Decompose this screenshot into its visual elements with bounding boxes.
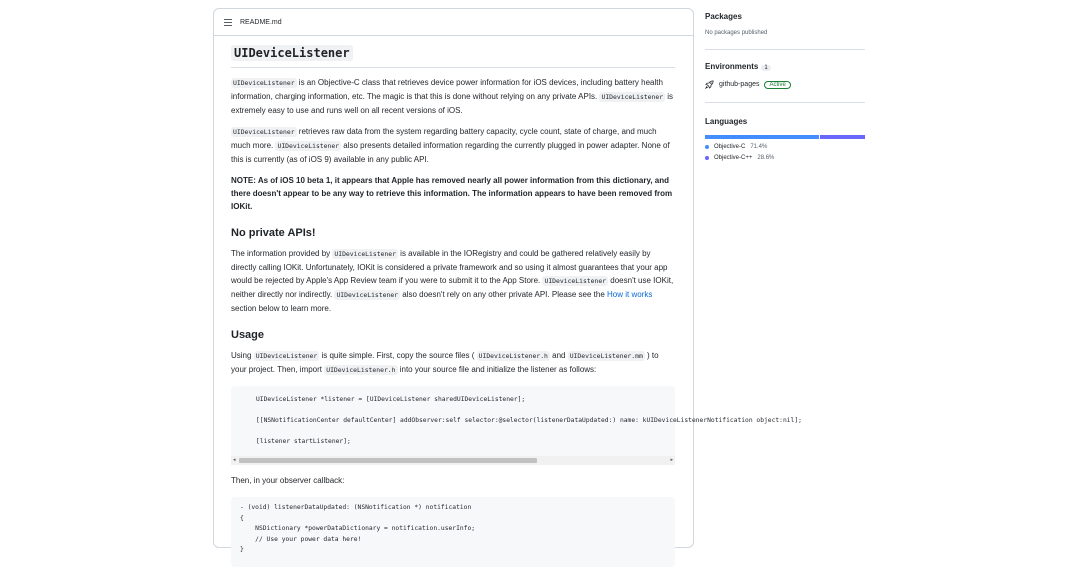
language-color-dot	[705, 156, 709, 160]
how-it-works-link[interactable]: How it works	[607, 290, 653, 299]
language-bar-segment	[820, 135, 865, 139]
environment-item[interactable]	[705, 80, 865, 89]
status-badge: Active	[764, 81, 790, 89]
sidebar	[705, 0, 865, 161]
details-paragraph: UIDeviceListener retrieves raw data from the system regarding battery capacity, cycle count, state of charge, and much much more. UIDeviceListener also presents detailed information regarding the currently plugged in power adapter. None of this is currently (as of iOS 9) available in any public API.	[231, 127, 670, 164]
code-block-init[interactable]	[231, 386, 802, 465]
packages-heading[interactable]: Packages	[705, 12, 742, 21]
packages-section	[705, 0, 865, 50]
environment-name[interactable]: github-pages	[719, 81, 760, 88]
environments-heading[interactable]: Environments 1	[705, 62, 865, 71]
code-block-callback[interactable]	[231, 497, 675, 567]
intro-paragraph: UIDeviceListener is an Objective-C class that retrieves device power information for iOS devices, including battery health information, charging information, etc. The magic is that this is done without relying on any private APIs. UIDeviceListener is extremely easy to use and runs well on all recent versions of iOS.	[231, 78, 674, 115]
code-callback: - (void) listenerDataUpdated: (NSNotification *) notification { NSDictionary *powerDataDictionary = notification.userInfo; // Use your power data here! }	[240, 504, 476, 553]
environments-count: 1	[761, 65, 770, 71]
language-item[interactable]	[705, 144, 865, 150]
readme-header	[214, 9, 693, 36]
scrollbar-thumb[interactable]	[239, 458, 537, 463]
languages-section	[705, 103, 865, 161]
heading-usage: Usage	[231, 329, 265, 341]
list-icon[interactable]	[224, 19, 232, 26]
callback-paragraph: Then, in your observer callback:	[231, 476, 345, 485]
rocket-icon	[705, 80, 714, 89]
language-percent: 28.6%	[757, 155, 775, 161]
horizontal-scrollbar[interactable]	[231, 456, 675, 465]
note-paragraph: NOTE: As of iOS 10 beta 1, it appears that Apple has removed nearly all power information from this dictionary, and there doesn't appear to be any way to retrieve this information. The information appears to have been removed from IOKit.	[231, 176, 673, 211]
language-color-dot	[705, 145, 709, 149]
language-item[interactable]	[705, 155, 865, 161]
language-name: Objective-C	[714, 144, 746, 150]
environments-section	[705, 50, 865, 103]
scroll-right-icon[interactable]: ▸	[670, 457, 673, 463]
language-list	[705, 144, 865, 161]
readme-filename: README.md	[240, 18, 282, 26]
private-apis-paragraph: The information provided by UIDeviceListener is available in the IORegistry and could be gathered relatively easily by directly calling IOKit. Unfortunately, IOKit is considered a private framework and so using it almost guarantees that your app would be rejected by Apple's App Review team if you were to submit it to the App Store. UIDeviceListener doesn't use IOKit, neither directly nor indirectly. UIDeviceListener also doesn't rely on any other private API. Please see the How it works section below to learn more.	[231, 249, 674, 313]
language-percent: 71.4%	[750, 144, 768, 150]
language-name: Objective-C++	[714, 155, 753, 161]
scroll-left-icon[interactable]: ◂	[233, 457, 236, 463]
language-bar-segment	[705, 135, 819, 139]
usage-paragraph: Using UIDeviceListener is quite simple. First, copy the source files ( UIDeviceListener.h and UIDeviceListener.mm ) to your project. Then, import UIDeviceListener.h into your source file and initialize the listener as follows:	[231, 351, 659, 374]
heading-no-private-apis: No private APIs!	[231, 227, 316, 239]
page-title: UIDeviceListener	[231, 44, 675, 68]
languages-heading: Languages	[705, 117, 748, 126]
packages-empty: No packages published	[705, 30, 768, 36]
language-bar	[705, 135, 865, 139]
code-init: UIDeviceListener *listener = [UIDeviceListener sharedUIDeviceListener]; [[NSNotificationCenter defaultCenter] addObserver:self selector:@selector(listenerDataUpdated:) name: kUIDeviceListenerNotification object:nil]; [listener startListener];	[256, 396, 802, 445]
